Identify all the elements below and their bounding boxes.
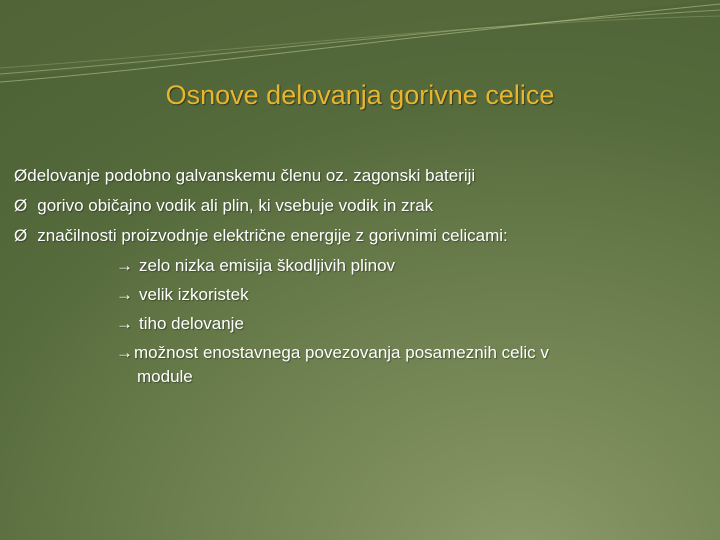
- sub-item-text: zelo nizka emisija škodljivih plinov: [139, 256, 396, 275]
- arrow-right-icon: →: [116, 343, 133, 362]
- bullet-arrowhead-icon: Ø: [14, 166, 28, 185]
- bullet-item: [14, 226, 508, 246]
- decorative-swoosh: [0, 0, 720, 90]
- arrow-right-icon: →: [116, 285, 133, 304]
- arrow-right-icon: →: [116, 314, 133, 333]
- sub-item-continuation: module: [137, 367, 193, 386]
- bullet-text: značilnosti proizvodnje električne energije z gorivnimi celicami:: [37, 226, 508, 245]
- bullet-text: gorivo običajno vodik ali plin, ki vsebuje vodik in zrak: [37, 196, 434, 215]
- bullet-text: delovanje podobno galvanskemu členu oz. zagonski bateriji: [27, 166, 476, 185]
- slide-title: Osnove delovanja gorivne celice: [165, 80, 555, 110]
- arrow-right-icon: →: [116, 256, 133, 275]
- bullet-arrowhead-icon: Ø: [14, 196, 28, 215]
- sub-item: [116, 343, 549, 363]
- sub-item-text: možnost enostavnega povezovanja posameznih celic v: [134, 343, 549, 362]
- sub-item-text: velik izkoristek: [139, 285, 249, 304]
- sub-item-text: tiho delovanje: [139, 314, 244, 333]
- sub-item: [116, 285, 249, 305]
- bullet-item: [14, 196, 433, 216]
- sub-item: [116, 256, 395, 276]
- bullet-item: [14, 166, 475, 186]
- bullet-arrowhead-icon: Ø: [14, 226, 28, 245]
- sub-item: [116, 314, 244, 334]
